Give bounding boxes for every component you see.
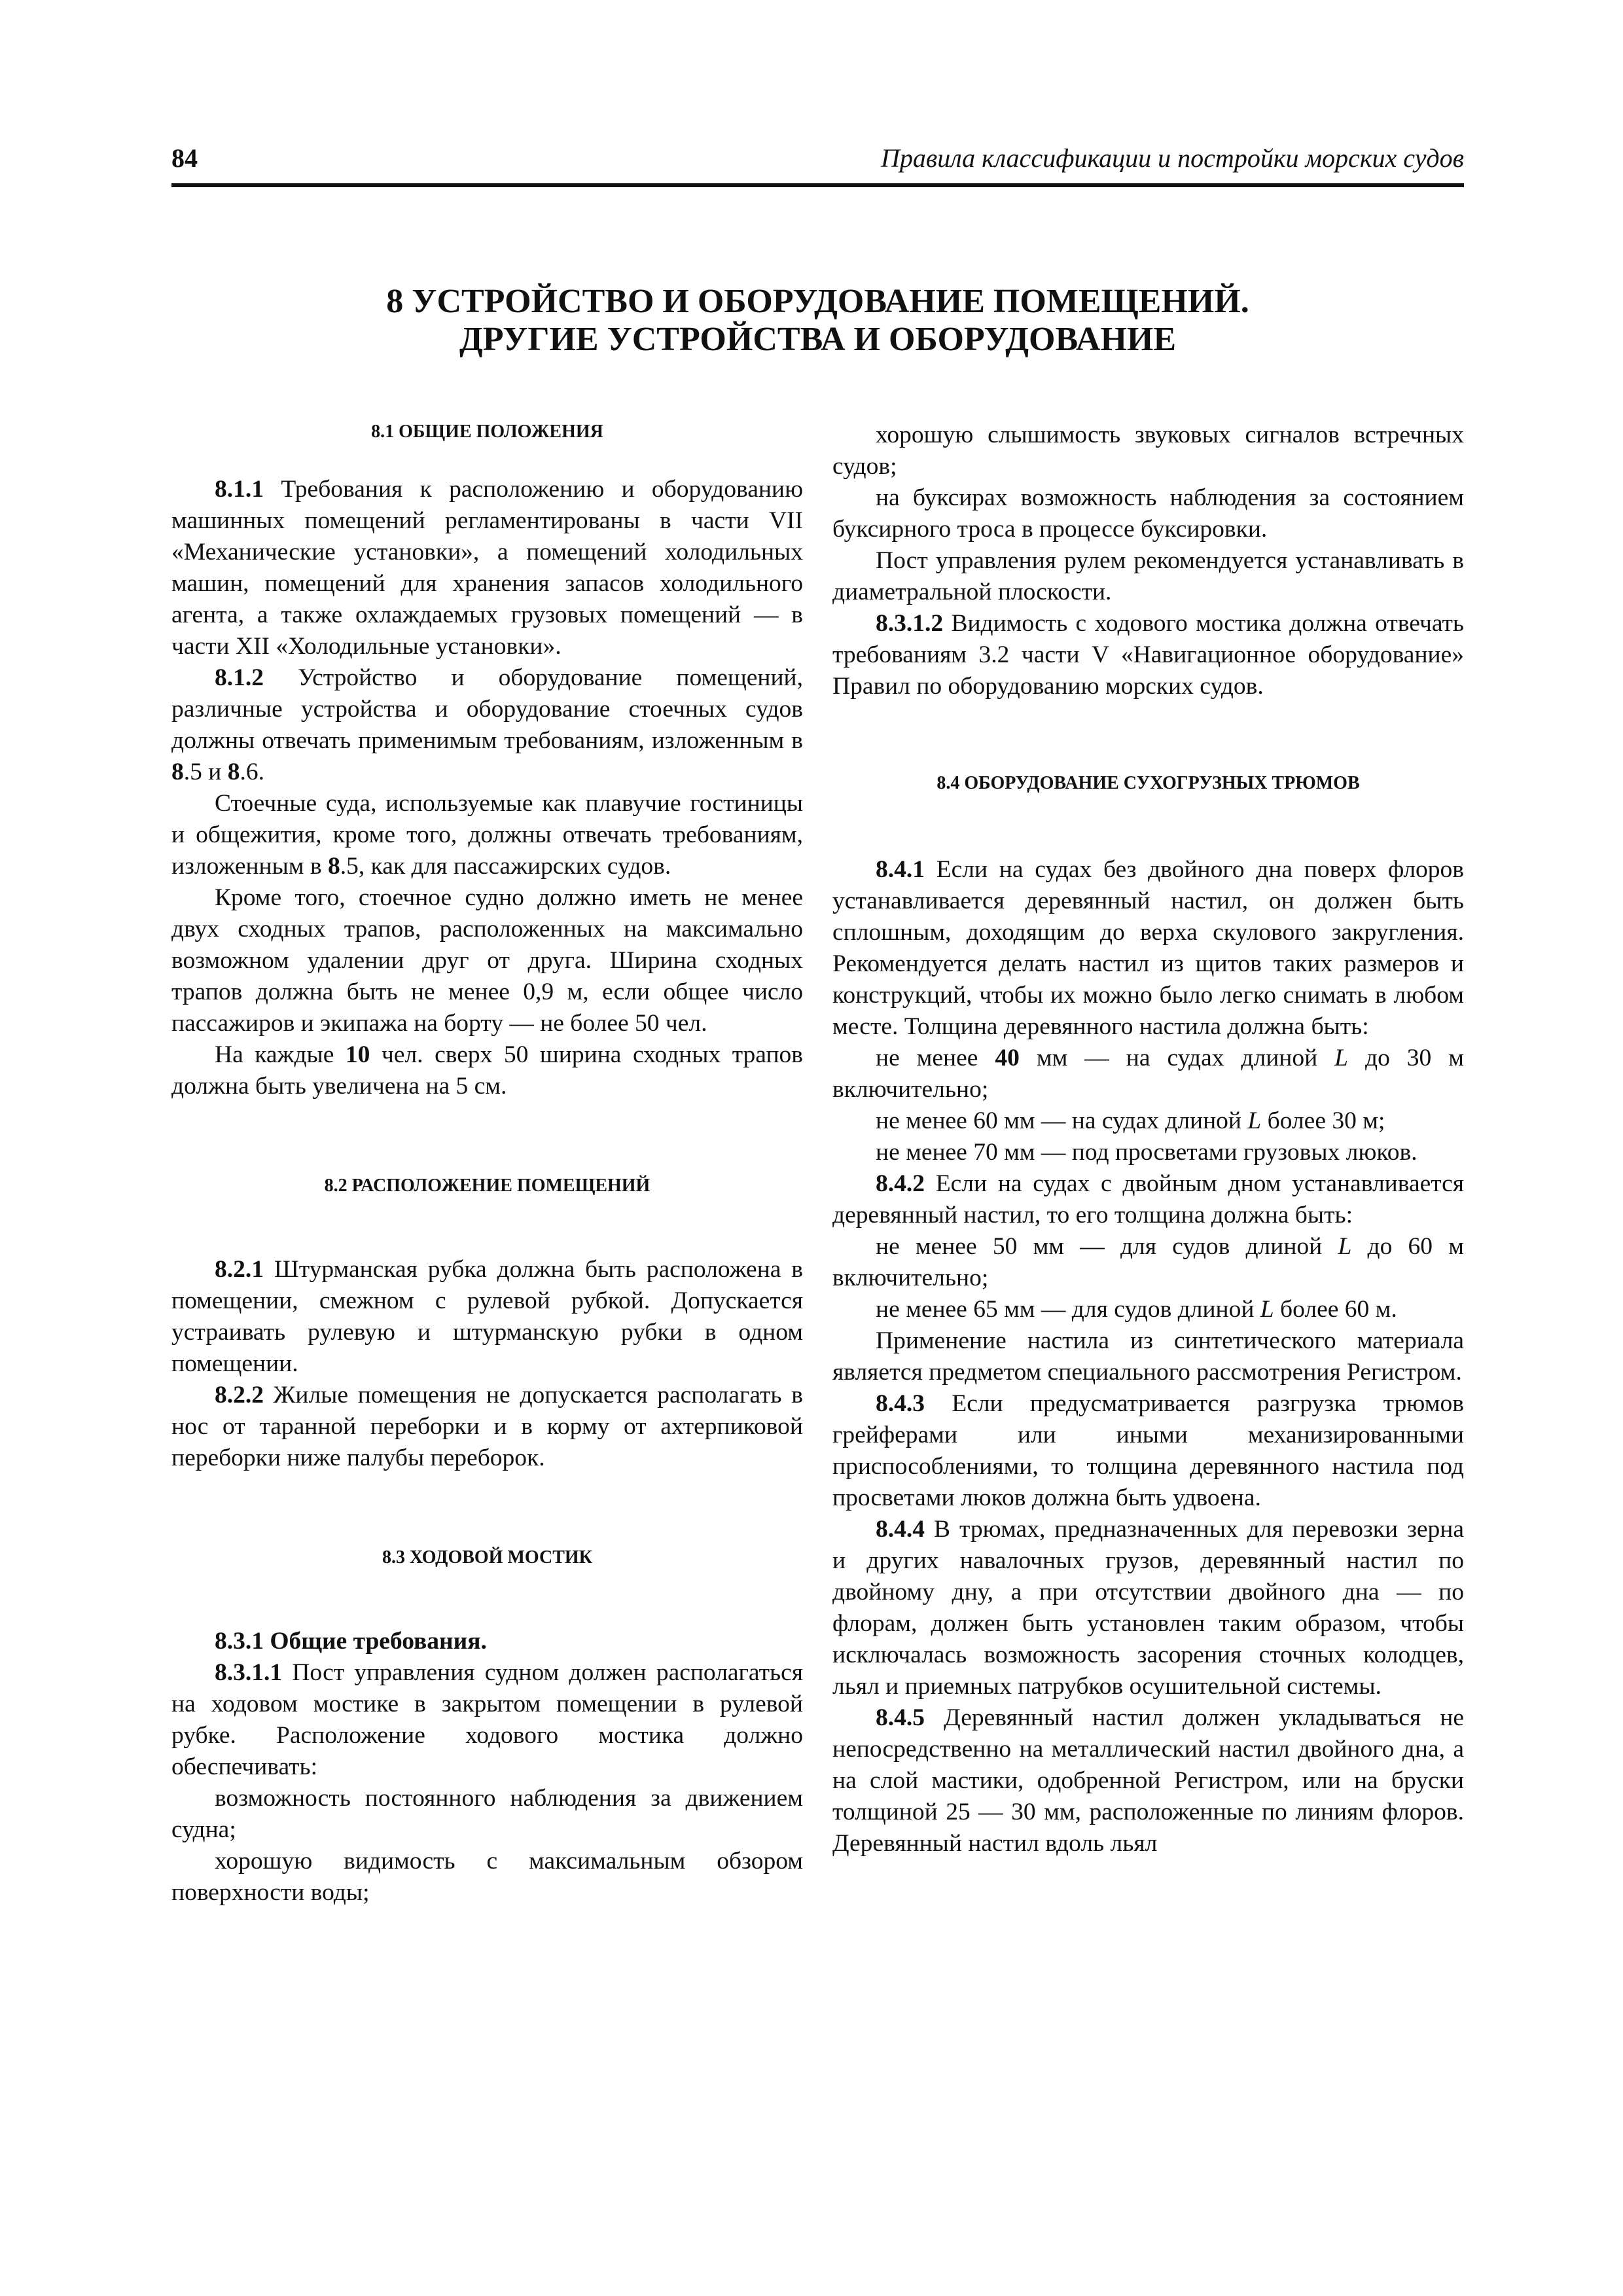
page-header bbox=[171, 143, 1464, 187]
list-item: хорошую видимость с максимальным обзором поверхности воды; bbox=[171, 1848, 803, 1906]
left-column bbox=[171, 419, 803, 1909]
clause-number: 8.2.2 bbox=[215, 1382, 264, 1408]
clause-number: 8.1.2 bbox=[215, 664, 264, 691]
running-title: Правила классификации и постройки морских судов bbox=[880, 143, 1464, 173]
paragraph-8-4-1: 8.4.1 Если на судах без двойного дна поверх флоров устанавливается деревянный настил, он должен быть сплошным, доходящим до верха скулового закругления. Рекомендуется делать настил из щитов таких размеров и конструкций, чтобы их можно было легко снимать в любом месте. Толщина деревянного настила должна быть: bbox=[832, 856, 1464, 1040]
clause-number: 8.4.5 bbox=[876, 1704, 925, 1731]
paragraph-8-4-4: 8.4.4 В трюмах, предназначенных для перевозки зерна и других навалочных грузов, деревянный настил по двойному дну, а при отсутствии двойного дна — по флорам, должен быть установлен таким образом, чтобы исключалась возможность засорения сточных колодцев, льял и приемных патрубков осушительной системы. bbox=[832, 1516, 1464, 1700]
paragraph: Кроме того, стоечное судно должно иметь не менее двух сходных трапов, расположенных на максимально возможном удалении друг от друга. Ширина сходных трапов должна быть не менее 0,9 м, если общее число пассажиров и экипажа на борту — не более 50 чел. bbox=[171, 884, 803, 1037]
paragraph-8-2-2: 8.2.2 Жилые помещения не допускается располагать в нос от таранной переборки и в корму от ахтерпиковой переборки ниже палубы переборок. bbox=[171, 1382, 803, 1471]
paragraph-8-3-1: 8.3.1 Общие требования. bbox=[215, 1628, 487, 1655]
paragraph-8-3-1-1: 8.3.1.1 Пост управления судном должен располагаться на ходовом мостике в закрытом помещении в рулевой рубке. Расположение ходового мостика должно обеспечивать: bbox=[171, 1659, 803, 1780]
section-title-8-2: 8.2 РАСПОЛОЖЕНИЕ ПОМЕЩЕНИЙ bbox=[324, 1175, 651, 1196]
clause-number: 8.3.1 bbox=[215, 1628, 264, 1655]
paragraph: Стоечные суда, используемые как плавучие гостиницы и общежития, кроме того, должны отвечать требованиям, изложенным в 8.5, как для пассажирских судов. bbox=[171, 790, 803, 880]
list-item: не менее 50 мм — для судов длиной L до 60 м включительно; bbox=[832, 1233, 1464, 1291]
paragraph: Применение настила из синтетического материала является предметом специального рассмотрения Регистром. bbox=[832, 1327, 1464, 1386]
list-item: на буксирах возможность наблюдения за состоянием буксирного троса в процессе буксировки. bbox=[832, 484, 1464, 543]
clause-number: 8.3.1.1 bbox=[215, 1659, 283, 1686]
paragraph-8-2-1: 8.2.1 Штурманская рубка должна быть расположена в помещении, смежном с рулевой рубкой. Допускается устраивать рулевую и штурманскую рубки в одном помещении. bbox=[171, 1256, 803, 1377]
chapter-title-line-2: ДРУГИЕ УСТРОЙСТВА И ОБОРУДОВАНИЕ bbox=[459, 321, 1177, 358]
paragraph: Пост управления рулем рекомендуется устанавливать в диаметральной плоскости. bbox=[832, 547, 1464, 605]
section-title-8-1: 8.1 ОБЩИЕ ПОЛОЖЕНИЯ bbox=[371, 422, 603, 442]
clause-number: 8.4.4 bbox=[876, 1516, 925, 1543]
list-item: не менее 60 мм — на судах длиной L более 30 м; bbox=[876, 1107, 1385, 1134]
clause-number: 8.1.1 bbox=[215, 476, 264, 503]
chapter-title bbox=[171, 283, 1464, 359]
page-number: 84 bbox=[171, 143, 198, 173]
paragraph-8-3-1-2: 8.3.1.2 Видимость с ходового мостика должна отвечать требованиям 3.2 части V «Навигационное оборудование» Правил по оборудованию морских судов. bbox=[832, 610, 1464, 700]
chapter-title-line-1: 8 УСТРОЙСТВО И ОБОРУДОВАНИЕ ПОМЕЩЕНИЙ. bbox=[386, 283, 1249, 320]
paragraph-8-4-2: 8.4.2 Если на судах с двойным дном устанавливается деревянный настил, то его толщина должна быть: bbox=[832, 1170, 1464, 1229]
paragraph-8-1-1: 8.1.1 Требования к расположению и оборудованию машинных помещений регламентированы в части VII «Механические установки», а помещений холодильных машин, помещений для хранения запасов холодильного агента, а также охлаждаемых грузовых помещений — в части XII «Холодильные установки». bbox=[171, 476, 803, 660]
clause-number: 8.4.2 bbox=[876, 1170, 925, 1197]
clause-number: 8.4.1 bbox=[876, 856, 925, 883]
paragraph-8-4-5: 8.4.5 Деревянный настил должен укладываться не непосредственно на металлический настил двойного дна, а на слой мастики, одобренной Регистром, или на бруски толщиной 25 — 30 мм, расположенные по линиям флоров. Деревянный настил вдоль льял bbox=[832, 1704, 1465, 1857]
list-item: не менее 70 мм — под просветами грузовых люков. bbox=[876, 1139, 1418, 1166]
list-item: возможность постоянного наблюдения за движением судна; bbox=[171, 1785, 803, 1843]
clause-number: 8.4.3 bbox=[876, 1390, 925, 1417]
right-column bbox=[832, 420, 1464, 1859]
clause-number: 8.3.1.2 bbox=[876, 610, 944, 637]
section-title-8-3: 8.3 ХОДОВОЙ МОСТИК bbox=[382, 1547, 592, 1568]
clause-number: 8.2.1 bbox=[215, 1256, 264, 1283]
section-title-8-4: 8.4 ОБОРУДОВАНИЕ СУХОГРУЗНЫХ ТРЮМОВ bbox=[936, 773, 1360, 793]
paragraph-8-4-3: 8.4.3 Если предусматривается разгрузка трюмов грейферами или иными механизированными приспособлениями, то толщина деревянного настила под просветами люков должна быть удвоена. bbox=[832, 1390, 1464, 1511]
paragraph-8-1-2: 8.1.2 Устройство и оборудование помещений, различные устройства и оборудование стоечных судов должны отвечать применимым требованиям, изложенным в 8.5 и 8.6. bbox=[171, 664, 803, 785]
list-item: хорошую слышимость звуковых сигналов встречных судов; bbox=[832, 422, 1464, 480]
list-item: не менее 65 мм — для судов длиной L более 60 м. bbox=[876, 1296, 1397, 1323]
paragraph: На каждые 10 чел. сверх 50 ширина сходных трапов должна быть увеличена на 5 см. bbox=[171, 1041, 803, 1100]
list-item: не менее 40 мм — на судах длиной L до 30 м включительно; bbox=[832, 1045, 1464, 1103]
